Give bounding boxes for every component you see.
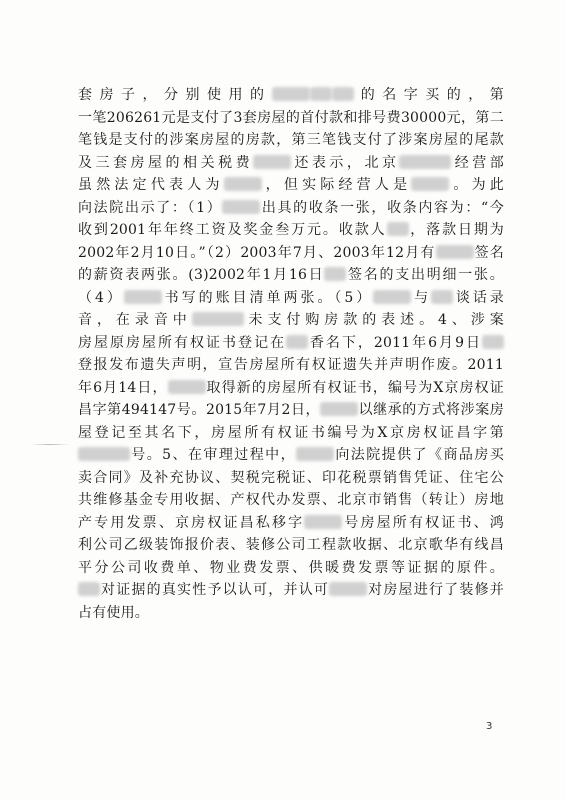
text-segment: 一笔206261元是支付了3套房屋的首付款和排号费30000元，第二 [78,109,504,126]
text-segment: 签名的支出明细一张。 [346,267,505,283]
text-segment: ，但实际经营人是 [261,177,412,193]
text-segment: （4） [78,289,124,306]
redaction-blur [78,582,100,596]
text-segment: 占有使用。 [78,604,149,621]
text-line [78,197,504,220]
text-segment: 以继承的方式将涉案房 [358,402,504,418]
text-segment: 音，在录音中 [78,312,192,328]
text-line [78,264,504,287]
redaction-blur [373,290,411,304]
text-segment: 虽然法定代表人为 [78,177,224,193]
text-segment: 昌字第494147号。2015年7月2日， [78,402,321,418]
text-segment: 书写的账目清单两张。（5） [161,289,374,306]
text-segment: 及三套房屋的相关税费 [78,154,254,171]
redaction-blur [124,290,162,304]
text-line [78,512,504,535]
redaction-blur [192,312,244,326]
page-number: 3 [486,721,493,732]
text-segment: 还表示，北京 [291,154,400,171]
redaction-blur [324,267,346,281]
text-line [78,354,504,377]
text-segment: 登报发布遗失声明，宣告房屋所有权证遗失并声明作废。2011 [78,357,504,373]
text-segment: 谈话录 [453,289,505,306]
text-segment: 套房子，分别使用的 [78,87,272,103]
text-segment: 号房屋所有权证书、鸿 [342,514,504,531]
text-line [78,107,504,130]
text-segment: 香名下，2011年6月9日 [308,334,482,351]
text-segment: 向法院提供了《商品房买 [334,447,504,463]
text-segment: 经营部 [451,154,504,171]
text-line [78,489,504,512]
redaction-blur [431,290,453,304]
text-line [78,377,504,400]
redaction-blur [304,515,342,529]
text-line [78,174,504,197]
text-segment: 取得新的房屋所有权证书，编号为X京房权证 [205,379,504,396]
text-line [78,399,504,422]
redaction-blur [222,200,260,214]
text-line [78,579,504,602]
text-segment: 房屋原房屋所有权证书登记在 [78,334,287,351]
text-line [78,309,504,332]
text-segment: 的薪资表两张。(3)2002年1月16日 [78,267,325,283]
text-segment: 号。5、在审理过程中， [130,447,297,463]
redaction-blur [168,380,206,394]
redaction-blur [436,245,474,259]
text-segment: 卖合同》及补充协议、契税完税证、印花税票销售凭证、住宅公 [78,469,504,486]
text-segment: 笔钱是支付的涉案房屋的房款，第三笔钱支付了涉案房屋的尾款 [78,132,504,148]
text-segment: 与 [411,289,432,306]
text-segment: 2002年2月10日。”（2）2003年7月、2003年12月有 [78,244,436,261]
text-line [78,242,504,265]
text-segment: 产专用发票、京房权证昌私移字 [78,514,305,531]
redaction-blur [272,87,310,101]
redaction-blur [332,87,354,101]
redaction-blur [411,177,449,191]
text-segment: 利公司乙级装饰报价表、装修公司工程款收据、北京歌华有线昌 [78,537,504,553]
text-line [78,444,504,467]
text-segment: 签名 [473,244,504,261]
redaction-blur [387,222,409,236]
text-line [78,534,504,557]
text-segment: 年6月14日， [78,379,168,396]
text-line [78,84,504,107]
text-line [78,557,504,580]
text-line [78,332,504,355]
text-segment: 出具的收条一张，收条内容为：“今 [260,199,504,216]
text-segment: 收到2001年年终工资及奖金叁万元。收款人 [78,222,387,238]
redaction-blur [286,335,308,349]
text-segment: 对房屋进行了装修并 [367,582,504,598]
redaction-blur [399,155,451,169]
redaction-blur [253,155,291,169]
text-segment: ，落款日期为 [408,222,505,238]
text-segment: 共维修基金专用收据、产权代办发票、北京市销售（转让）房地 [78,492,504,508]
scan-artifact [30,444,70,445]
text-line [78,287,504,310]
text-line [78,422,504,445]
document-body [78,84,504,624]
redaction-blur [78,447,130,461]
text-segment: 向法院出示了：（1） [78,199,223,216]
text-segment: 。为此 [449,177,504,193]
text-line [78,152,504,175]
text-segment: 对证据的真实性予以认可，并认可 [100,582,330,598]
text-line [78,602,504,625]
text-segment: 未支付购房款的表述。4、涉案 [243,312,504,328]
redaction-blur [482,335,504,349]
text-line [78,129,504,152]
redaction-blur [320,402,358,416]
redaction-blur [224,177,262,191]
text-segment: 屋登记至其名下，房屋所有权证书编号为X京房权证昌字第 [78,424,504,441]
redaction-blur [296,447,334,461]
text-segment: 的名字买的，第 [353,87,504,103]
redaction-blur [329,582,367,596]
text-line [78,467,504,490]
text-line [78,219,504,242]
text-segment: 平分公司收费单、物业费发票、供暖费发票等证据的原件。 [78,559,504,576]
redaction-blur [310,87,332,101]
